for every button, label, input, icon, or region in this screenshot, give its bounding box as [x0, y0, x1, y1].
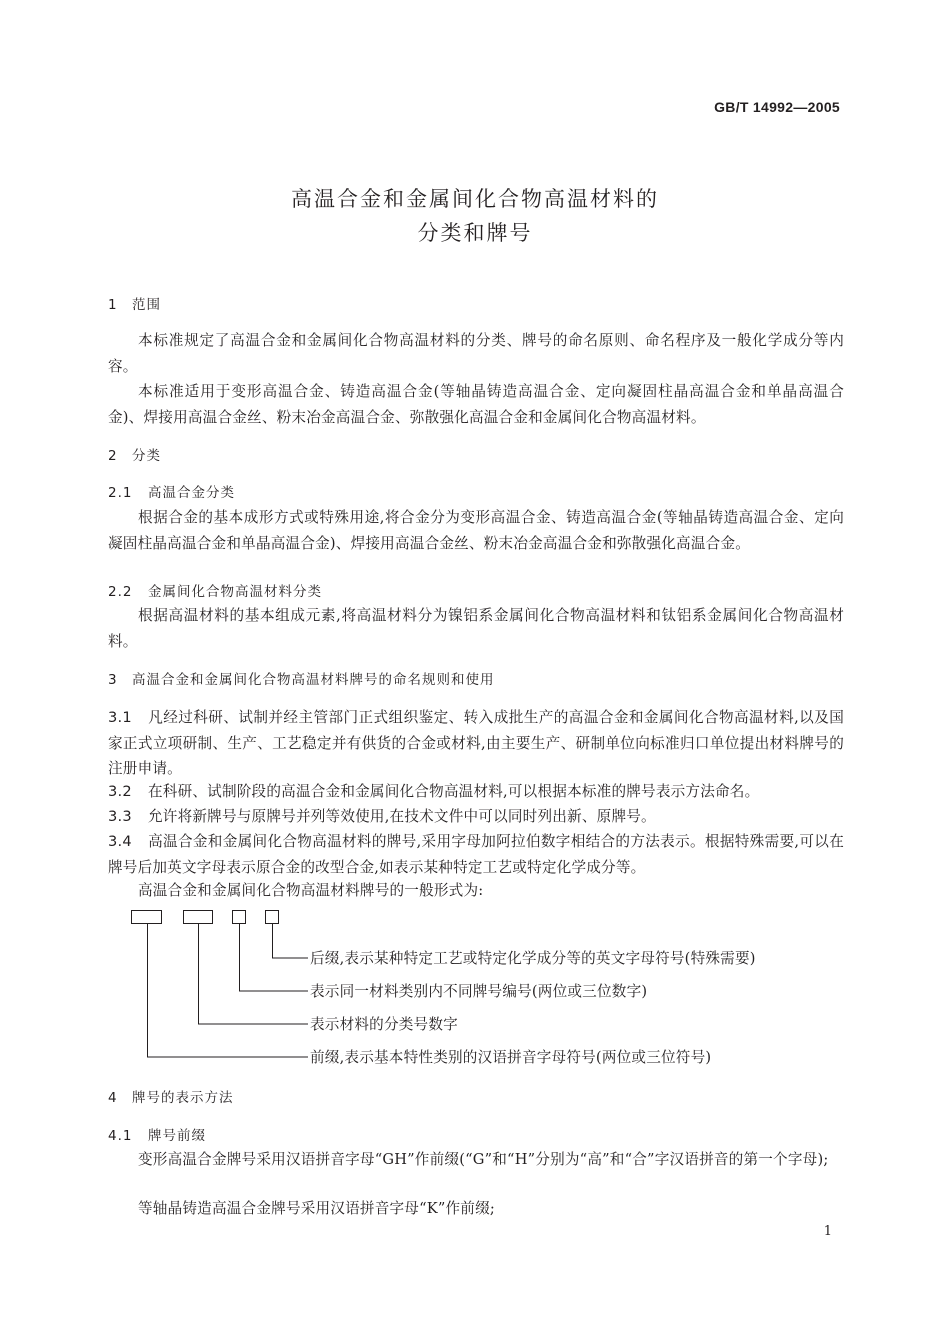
subsection-number: 4.1	[108, 1128, 133, 1144]
page-number: 1	[823, 1224, 832, 1239]
prefix-paragraph-2: 等轴晶铸造高温合金牌号采用汉语拼音字母“K”作前缀;	[138, 1200, 496, 1217]
section-number: 2	[108, 448, 118, 464]
subsection-title: 金属间化合物高温材料分类	[148, 584, 322, 600]
section-number: 1	[108, 297, 118, 313]
subsection-title: 高温合金分类	[148, 485, 235, 501]
clause-number: 3.3	[108, 808, 132, 825]
suffix-label: 后缀,表示某种特定工艺或特定化学成分等的英文字母符号(特殊需要)	[310, 950, 756, 967]
serial-label: 表示同一材料类别内不同牌号编号(两位或三位数字)	[310, 983, 648, 1000]
section-title: 牌号的表示方法	[132, 1090, 234, 1106]
scope-paragraph-2: 本标准适用于变形高温合金、铸造高温合金(等轴晶铸造高温合金、定向凝固柱晶高温合金和单晶高温合金)、焊接用高温合金丝、粉末冶金高温合金、弥散强化高温合金和金属间化合物高温材料。	[108, 383, 844, 426]
section-number: 3	[108, 672, 118, 688]
section-title: 高温合金和金属间化合物高温材料牌号的命名规则和使用	[132, 672, 495, 688]
clause-number: 3.2	[108, 783, 132, 800]
class-leader-line	[199, 924, 309, 1024]
suffix-box	[266, 911, 279, 924]
standard-code: GB/T 14992—2005	[714, 99, 840, 115]
suffix-leader-line	[273, 924, 309, 958]
class-box	[184, 911, 213, 924]
clause-text: 在科研、试制阶段的高温合金和金属间化合物高温材料,可以根据本标准的牌号表示方法命名。	[148, 783, 760, 800]
general-form-intro: 高温合金和金属间化合物高温材料牌号的一般形式为:	[138, 882, 484, 899]
classification-paragraph-2-1: 根据合金的基本成形方式或特殊用途,将合金分为变形高温合金、铸造高温合金(等轴晶铸造高温合金、定向凝固柱晶高温合金和单晶高温合金)、焊接用高温合金丝、粉末冶金高温合金和弥散强化高温合金。	[108, 509, 844, 552]
prefix-box	[132, 911, 162, 924]
subsection-number: 2.1	[108, 485, 133, 501]
section-4-heading	[108, 1086, 234, 1106]
clause-number: 3.4	[108, 833, 132, 850]
prefix-paragraph-1: 变形高温合金牌号采用汉语拼音字母“GH”作前缀(“G”和“H”分别为“高”和“合”字汉语拼音的第一个字母);	[138, 1151, 829, 1168]
classification-paragraph-2-2: 根据高温材料的基本组成元素,将高温材料分为镍铝系金属间化合物高温材料和钛铝系金属间化合物高温材料。	[108, 607, 844, 650]
subsection-number: 2.2	[108, 584, 133, 600]
section-4-1-heading	[108, 1124, 206, 1144]
title-line-2: 分类和牌号	[417, 221, 533, 245]
clause-text: 凡经过科研、试制并经主管部门正式组织鉴定、转入成批生产的高温合金和金属间化合物高温材料,以及国家正式立项研制、生产、工艺稳定并有供货的合金或材料,由主要生产、研制单位向标准归口单位提出材料牌号的注册申请。	[108, 709, 844, 777]
class-label: 表示材料的分类号数字	[310, 1016, 458, 1033]
section-title: 分类	[132, 448, 161, 464]
scope-paragraph-1: 本标准规定了高温合金和金属间化合物高温材料的分类、牌号的命名原则、命名程序及一般化学成分等内容。	[108, 332, 844, 375]
clause-text: 高温合金和金属间化合物高温材料的牌号,采用字母加阿拉伯数字相结合的方法表示。根据特殊需要,可以在牌号后加英文字母表示原合金的改型合金,如表示某种特定工艺或特定化学成分等。	[108, 833, 844, 876]
title-line-1: 高温合金和金属间化合物高温材料的	[291, 187, 659, 211]
clause-text: 允许将新牌号与原牌号并列等效使用,在技术文件中可以同时列出新、原牌号。	[148, 808, 656, 825]
serial-box	[233, 911, 246, 924]
section-title: 范围	[132, 297, 161, 313]
clause-number: 3.1	[108, 709, 132, 726]
subsection-title: 牌号前缀	[148, 1128, 206, 1144]
prefix-label: 前缀,表示基本特性类别的汉语拼音字母符号(两位或三位符号)	[310, 1049, 712, 1066]
section-number: 4	[108, 1090, 118, 1106]
